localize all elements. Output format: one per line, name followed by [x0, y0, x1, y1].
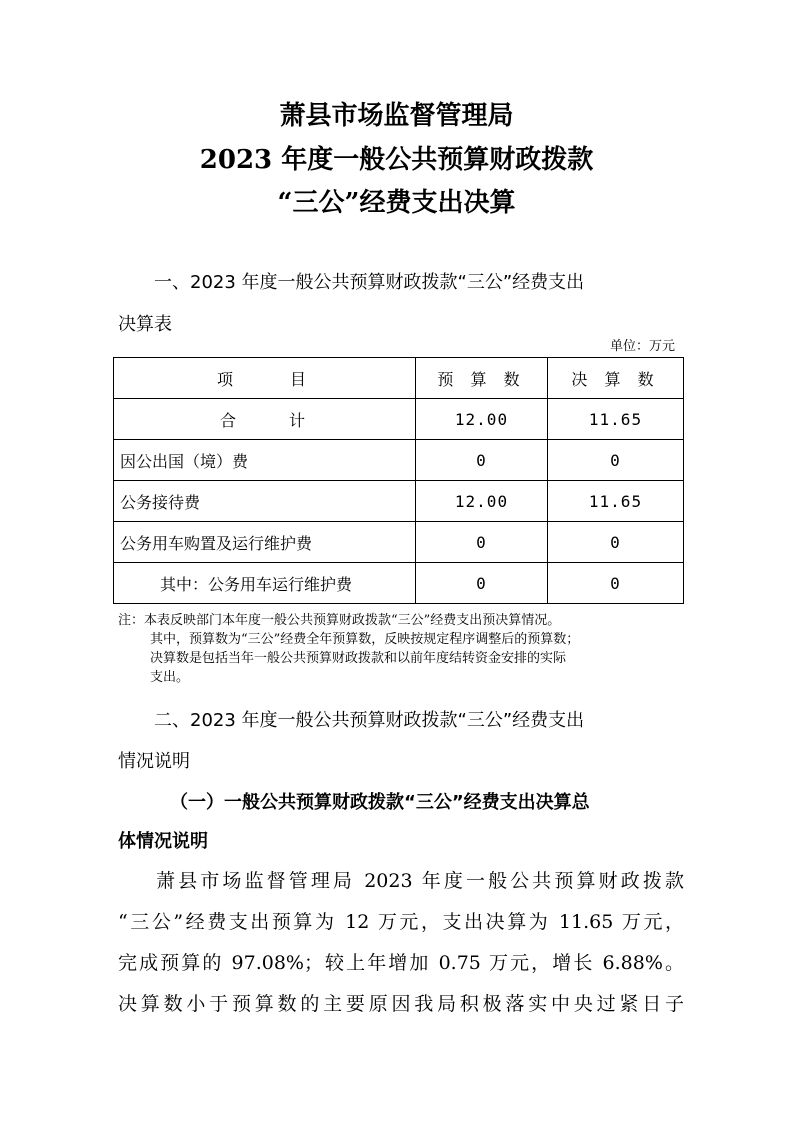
table-row-total [114, 399, 684, 440]
note-line: 其中，预算数为“三公”经费全年预算数，反映按规定程序调整后的预算数； [150, 632, 580, 647]
row-label: 其中：公务用车运行维护费 [114, 563, 416, 604]
row-actual: 0 [548, 563, 684, 604]
row-budget: 12.00 [416, 399, 548, 440]
document-title-line3: “三公”经费支出决算 [277, 188, 516, 218]
section1-heading: 一、2023 年度一般公共预算财政拨款“三公”经费支出 [154, 272, 585, 293]
table-row [114, 440, 684, 481]
body-line: 萧县市场监督管理局 2023 年度一般公共预算财政拨款 [156, 870, 684, 892]
table-row [114, 563, 684, 604]
section1-heading-cont: 决算表 [118, 314, 172, 335]
header-item: 项 目 [114, 358, 416, 399]
body-line: 决算数小于预算数的主要原因我局积极落实中央过紧日子 [118, 993, 684, 1015]
row-budget: 0 [416, 563, 548, 604]
table-note [118, 611, 688, 687]
section2-heading-cont: 情况说明 [118, 751, 190, 772]
expense-table [113, 357, 684, 604]
row-label: 因公出国（境）费 [114, 440, 416, 481]
header-budget: 预 算 数 [416, 358, 548, 399]
body-line: “三公”经费支出预算为 12 万元，支出决算为 11.65 万元， [118, 911, 684, 933]
table-row [114, 522, 684, 563]
note-line: 支出。 [150, 670, 190, 685]
section2-heading: 二、2023 年度一般公共预算财政拨款“三公”经费支出 [154, 710, 585, 731]
document-title-line2: 2023 年度一般公共预算财政拨款 [199, 145, 594, 175]
row-actual: 0 [548, 522, 684, 563]
row-label: 合 计 [114, 399, 416, 440]
document-title-line1: 萧县市场监督管理局 [279, 101, 514, 131]
subsection1-heading-cont: 体情况说明 [118, 831, 208, 852]
row-label: 公务接待费 [114, 481, 416, 522]
body-line: 完成预算的 97.08%；较上年增加 0.75 万元，增长 6.88%。 [118, 952, 684, 974]
subsection1-heading: （一）一般公共预算财政拨款“三公”经费支出决算总 [170, 792, 590, 813]
row-actual: 0 [548, 440, 684, 481]
row-actual: 11.65 [548, 481, 684, 522]
row-budget: 12.00 [416, 481, 548, 522]
header-actual: 决 算 数 [548, 358, 684, 399]
body-text [118, 861, 684, 1025]
row-actual: 11.65 [548, 399, 684, 440]
note-line: 决算数是包括当年一般公共预算财政拨款和以前年度结转资金安排的实际 [150, 651, 567, 666]
row-label: 公务用车购置及运行维护费 [114, 522, 416, 563]
table-header-row [114, 358, 684, 399]
row-budget: 0 [416, 522, 548, 563]
unit-label: 单位：万元 [609, 339, 675, 354]
table-row [114, 481, 684, 522]
note-line: 注：本表反映部门本年度一般公共预算财政拨款“三公”经费支出预决算情况。 [118, 613, 561, 628]
row-budget: 0 [416, 440, 548, 481]
